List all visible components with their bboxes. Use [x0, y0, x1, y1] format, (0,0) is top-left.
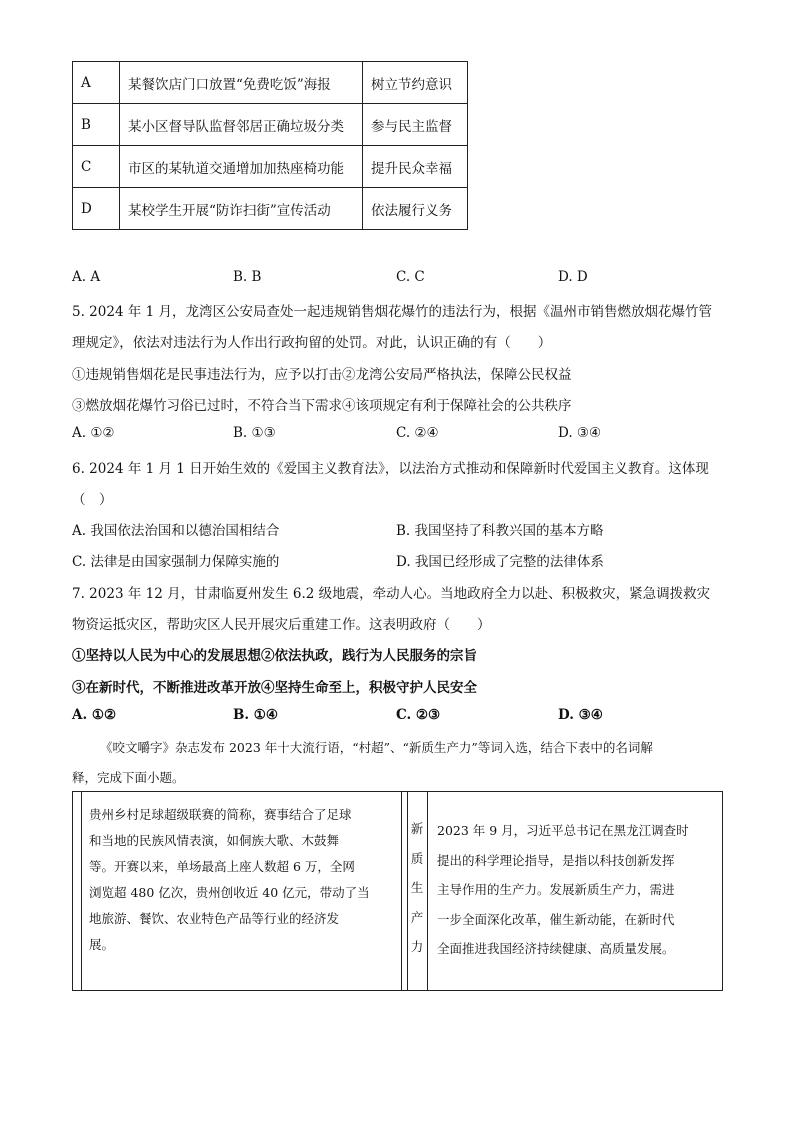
- option-a[interactable]: A. ①②: [72, 425, 115, 441]
- new-productivity-definition: [437, 816, 689, 964]
- option-c[interactable]: C. ②④: [396, 425, 439, 441]
- text-line: 一步全面深化改革，催生新动能，在新时代: [437, 911, 675, 927]
- label-char: 新: [410, 821, 424, 836]
- question-stem-line: 7. 2023 年 12 月，甘肃临夏州发生 6.2 级地震，牵动人心。当地政府全力以赴、积极救灾，紧急调拨救灾: [72, 586, 711, 602]
- text-line: 等。开赛以来，单场最高上座人数超 6 万，全网: [89, 859, 355, 874]
- statement-line: ①违规销售烟花是民事违法行为，应予以打击②龙湾公安局严格执法，保障公民权益: [72, 367, 572, 383]
- text-line: 地旅游、餐饮、农业特色产品等行业的经济发: [89, 911, 340, 926]
- text-line: 浏览超 480 亿次，贵州创收近 40 亿元，带动了当: [89, 885, 370, 900]
- divider: [407, 792, 408, 990]
- table-row: [73, 146, 468, 188]
- option-a[interactable]: A. ①②: [72, 707, 117, 723]
- table-row: [73, 62, 468, 104]
- text-line: 全面推进我国经济持续健康、高质量发展。: [437, 941, 675, 956]
- question-stem-line: 理规定》，依法对违法行为人作出行政拘留的处罚。对此，认识正确的有（ ）: [72, 335, 552, 351]
- option-c[interactable]: C. 法律是由国家强制力保障实施的: [72, 554, 280, 570]
- option-d[interactable]: D. ③④: [558, 425, 602, 441]
- question-stem-line: （ ）: [72, 492, 113, 508]
- definition-box: [72, 791, 723, 991]
- text-line: 和当地的民族风情表演，如侗族大歌、木鼓舞: [89, 833, 340, 848]
- row-event: 某小区督导队监督邻居正确垃圾分类: [120, 104, 363, 146]
- text-line: 展。: [89, 937, 115, 952]
- option-b[interactable]: B. ①③: [233, 425, 276, 441]
- table-row: [73, 188, 468, 230]
- row-event: 某校学生开展“防诈扫街”宣传活动: [120, 188, 363, 230]
- table-row: [73, 104, 468, 146]
- question-stem-line: 物资运抵灾区，帮助灾区人民开展灾后重建工作。这表明政府（ ）: [72, 617, 491, 633]
- option-c[interactable]: C. C: [396, 269, 425, 285]
- row-letter: D: [73, 188, 120, 230]
- row-event: 某餐饮店门口放置“免费吃饭”海报: [120, 62, 363, 104]
- row-letter: C: [73, 146, 120, 188]
- row-event: 市区的某轨道交通增加加热座椅功能: [120, 146, 363, 188]
- divider: [427, 792, 428, 990]
- option-d[interactable]: D. 我国已经形成了完整的法律体系: [396, 554, 604, 570]
- option-d[interactable]: D. D: [558, 269, 588, 285]
- options-table: [72, 61, 468, 230]
- text-line: 贵州乡村足球超级联赛的简称，赛事结合了足球: [89, 807, 352, 822]
- row-meaning: 依法履行义务: [363, 188, 468, 230]
- question-stem-line: 6. 2024 年 1 月 1 日开始生效的《爱国主义教育法》，以法治方式推动和保障新时代爱国主义教育。这体现: [72, 461, 709, 477]
- label-char: 产: [410, 909, 424, 925]
- text-line: 提出的科学理论指导，是指以科技创新发挥: [437, 852, 675, 868]
- option-d[interactable]: D. ③④: [558, 707, 603, 723]
- term-label-vertical: [410, 814, 424, 962]
- intro-line: 《咬文嚼字》杂志发布 2023 年十大流行语，“村超”、“新质生产力”等词入选，结合下表中的名词解: [100, 740, 653, 755]
- option-a[interactable]: A. A: [72, 269, 101, 285]
- option-b[interactable]: B. 我国坚持了科教兴国的基本方略: [396, 523, 604, 539]
- text-line: 主导作用的生产力。发展新质生产力，需进: [437, 882, 675, 897]
- text-line: 2023 年 9 月，习近平总书记在黑龙江调查时: [437, 823, 689, 838]
- label-char: 质: [410, 850, 424, 866]
- statement-line: ③燃放烟花爆竹习俗已过时，不符合当下需求④该项规定有利于保障社会的公共秩序: [72, 398, 572, 414]
- statement-line: ③在新时代，不断推进改革开放④坚持生命至上，积极守护人民安全: [72, 680, 477, 696]
- intro-line: 释，完成下面小题。: [72, 770, 185, 785]
- option-a[interactable]: A. 我国依法治国和以德治国相结合: [72, 523, 280, 539]
- label-char: 生: [410, 880, 424, 895]
- option-b[interactable]: B. ①④: [233, 707, 279, 723]
- row-meaning: 提升民众幸福: [363, 146, 468, 188]
- divider: [401, 792, 402, 990]
- statement-line: ①坚持以人民为中心的发展思想②依法执政，践行为人民服务的宗旨: [72, 648, 477, 664]
- row-meaning: 树立节约意识: [363, 62, 468, 104]
- option-c[interactable]: C. ②③: [396, 707, 441, 723]
- divider: [81, 792, 82, 990]
- row-meaning: 参与民主监督: [363, 104, 468, 146]
- option-b[interactable]: B. B: [233, 269, 262, 285]
- cunchao-definition: [89, 802, 370, 958]
- row-letter: A: [73, 62, 120, 104]
- question-stem-line: 5. 2024 年 1 月，龙湾区公安局查处一起违规销售烟花爆竹的违法行为，根据《温州市销售燃放烟花爆竹管: [72, 304, 712, 320]
- row-letter: B: [73, 104, 120, 146]
- label-char: 力: [410, 939, 424, 954]
